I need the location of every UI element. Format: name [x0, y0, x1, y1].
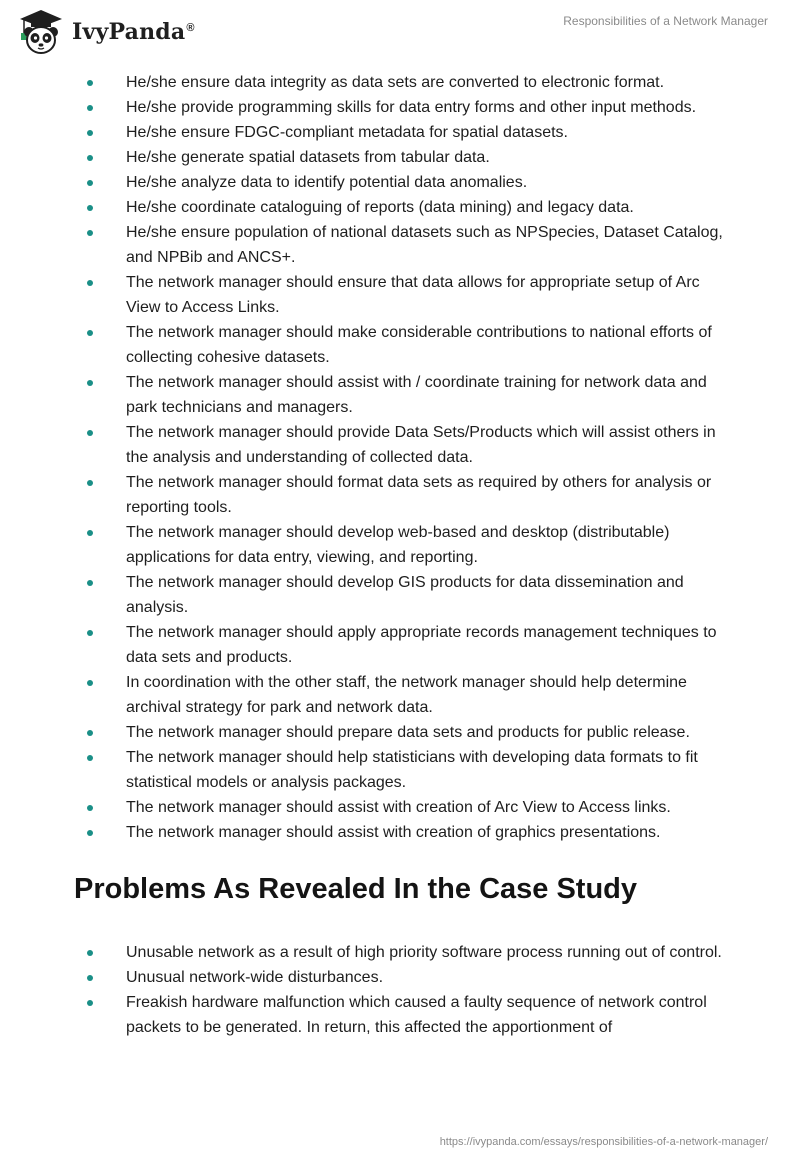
- list-item-text: The network manager should assist with / coordinate training for network data and park technicians and managers.: [126, 374, 707, 416]
- bullet-dot-icon: [87, 530, 93, 536]
- bullet-dot-icon: [87, 580, 93, 586]
- document-title: Responsibilities of a Network Manager: [563, 14, 768, 28]
- bullet-dot-icon: [87, 180, 93, 186]
- list-item-text: The network manager should assist with creation of graphics presentations.: [126, 824, 661, 841]
- list-item: [126, 170, 726, 195]
- list-item-text: Freakish hardware malfunction which caused a faulty sequence of network control packets to be generated. In return, this affected the apportionment of: [126, 994, 707, 1036]
- list-item: [126, 795, 726, 820]
- list-item-text: He/she coordinate cataloguing of reports (data mining) and legacy data.: [126, 199, 634, 216]
- list-item-text: The network manager should apply appropriate records management techniques to data sets and products.: [126, 624, 717, 666]
- list-item-text: He/she analyze data to identify potential data anomalies.: [126, 174, 528, 191]
- page-header: [0, 0, 800, 70]
- bullet-dot-icon: [87, 950, 93, 956]
- bullet-dot-icon: [87, 430, 93, 436]
- list-item: [126, 990, 726, 1040]
- registered-mark: ®: [186, 21, 195, 34]
- list-item: [126, 620, 726, 670]
- bullet-dot-icon: [87, 730, 93, 736]
- bullet-dot-icon: [87, 330, 93, 336]
- list-item: [126, 220, 726, 270]
- list-item-text: He/she provide programming skills for data entry forms and other input methods.: [126, 99, 697, 116]
- bullet-dot-icon: [87, 1000, 93, 1006]
- list-item: [126, 195, 726, 220]
- list-item: [126, 670, 726, 720]
- bullet-dot-icon: [87, 130, 93, 136]
- brand-name: IvyPanda®: [72, 19, 195, 45]
- list-item: [126, 745, 726, 795]
- list-item-text: He/she ensure population of national datasets such as NPSpecies, Dataset Catalog, and NPBib and ANCS+.: [126, 224, 723, 266]
- section-heading: Problems As Revealed In the Case Study: [74, 873, 638, 905]
- list-item-text: He/she ensure data integrity as data sets are converted to electronic format.: [126, 74, 665, 91]
- list-item: [126, 270, 726, 320]
- list-item: [126, 720, 726, 745]
- essay-content: [0, 70, 800, 1040]
- list-item: [126, 320, 726, 370]
- list-item-text: The network manager should help statisticians with developing data formats to fit statistical models or analysis packages.: [126, 749, 698, 791]
- list-item: [126, 965, 726, 990]
- problems-list: [0, 940, 726, 1040]
- source-url[interactable]: https://ivypanda.com/essays/responsibilities-of-a-network-manager/: [439, 1136, 768, 1148]
- list-item: [126, 145, 726, 170]
- list-item: [126, 420, 726, 470]
- bullet-dot-icon: [87, 805, 93, 811]
- list-item-text: The network manager should provide Data Sets/Products which will assist others in the analysis and understanding of collected data.: [126, 424, 716, 466]
- bullet-dot-icon: [87, 205, 93, 211]
- list-item: [126, 70, 726, 95]
- list-item-text: The network manager should ensure that data allows for appropriate setup of Arc View to Access Links.: [126, 274, 700, 316]
- panda-graduate-icon: [16, 8, 66, 56]
- list-item: [126, 570, 726, 620]
- list-item: [126, 820, 726, 845]
- bullet-dot-icon: [87, 105, 93, 111]
- list-item: [126, 120, 726, 145]
- list-item-text: He/she ensure FDGC-compliant metadata for spatial datasets.: [126, 124, 568, 141]
- list-item-text: The network manager should develop web-based and desktop (distributable) applications for data entry, viewing, and reporting.: [126, 524, 670, 566]
- bullet-dot-icon: [87, 830, 93, 836]
- list-item-text: The network manager should make considerable contributions to national efforts of collecting cohesive datasets.: [126, 324, 712, 366]
- bullet-dot-icon: [87, 630, 93, 636]
- bullet-dot-icon: [87, 755, 93, 761]
- bullet-dot-icon: [87, 480, 93, 486]
- bullet-dot-icon: [87, 155, 93, 161]
- list-item: [126, 370, 726, 420]
- list-item: [126, 470, 726, 520]
- list-item-text: The network manager should develop GIS products for data dissemination and analysis.: [126, 574, 684, 616]
- bullet-dot-icon: [87, 230, 93, 236]
- list-item-text: Unusable network as a result of high priority software process running out of control.: [126, 944, 722, 961]
- bullet-dot-icon: [87, 975, 93, 981]
- list-item-text: The network manager should prepare data sets and products for public release.: [126, 724, 690, 741]
- list-item: [126, 520, 726, 570]
- list-item-text: He/she generate spatial datasets from tabular data.: [126, 149, 490, 166]
- list-item: [126, 940, 726, 965]
- bullet-dot-icon: [87, 680, 93, 686]
- list-item-text: In coordination with the other staff, the network manager should help determine archival strategy for park and network data.: [126, 674, 687, 716]
- bullet-dot-icon: [87, 80, 93, 86]
- bullet-dot-icon: [87, 380, 93, 386]
- bullet-dot-icon: [87, 280, 93, 286]
- list-item-text: The network manager should format data sets as required by others for analysis or reporting tools.: [126, 474, 712, 516]
- list-item-text: The network manager should assist with creation of Arc View to Access links.: [126, 799, 671, 816]
- ivypanda-logo[interactable]: [16, 8, 195, 56]
- list-item-text: Unusual network-wide disturbances.: [126, 969, 384, 986]
- responsibilities-list: [0, 70, 726, 845]
- list-item: [126, 95, 726, 120]
